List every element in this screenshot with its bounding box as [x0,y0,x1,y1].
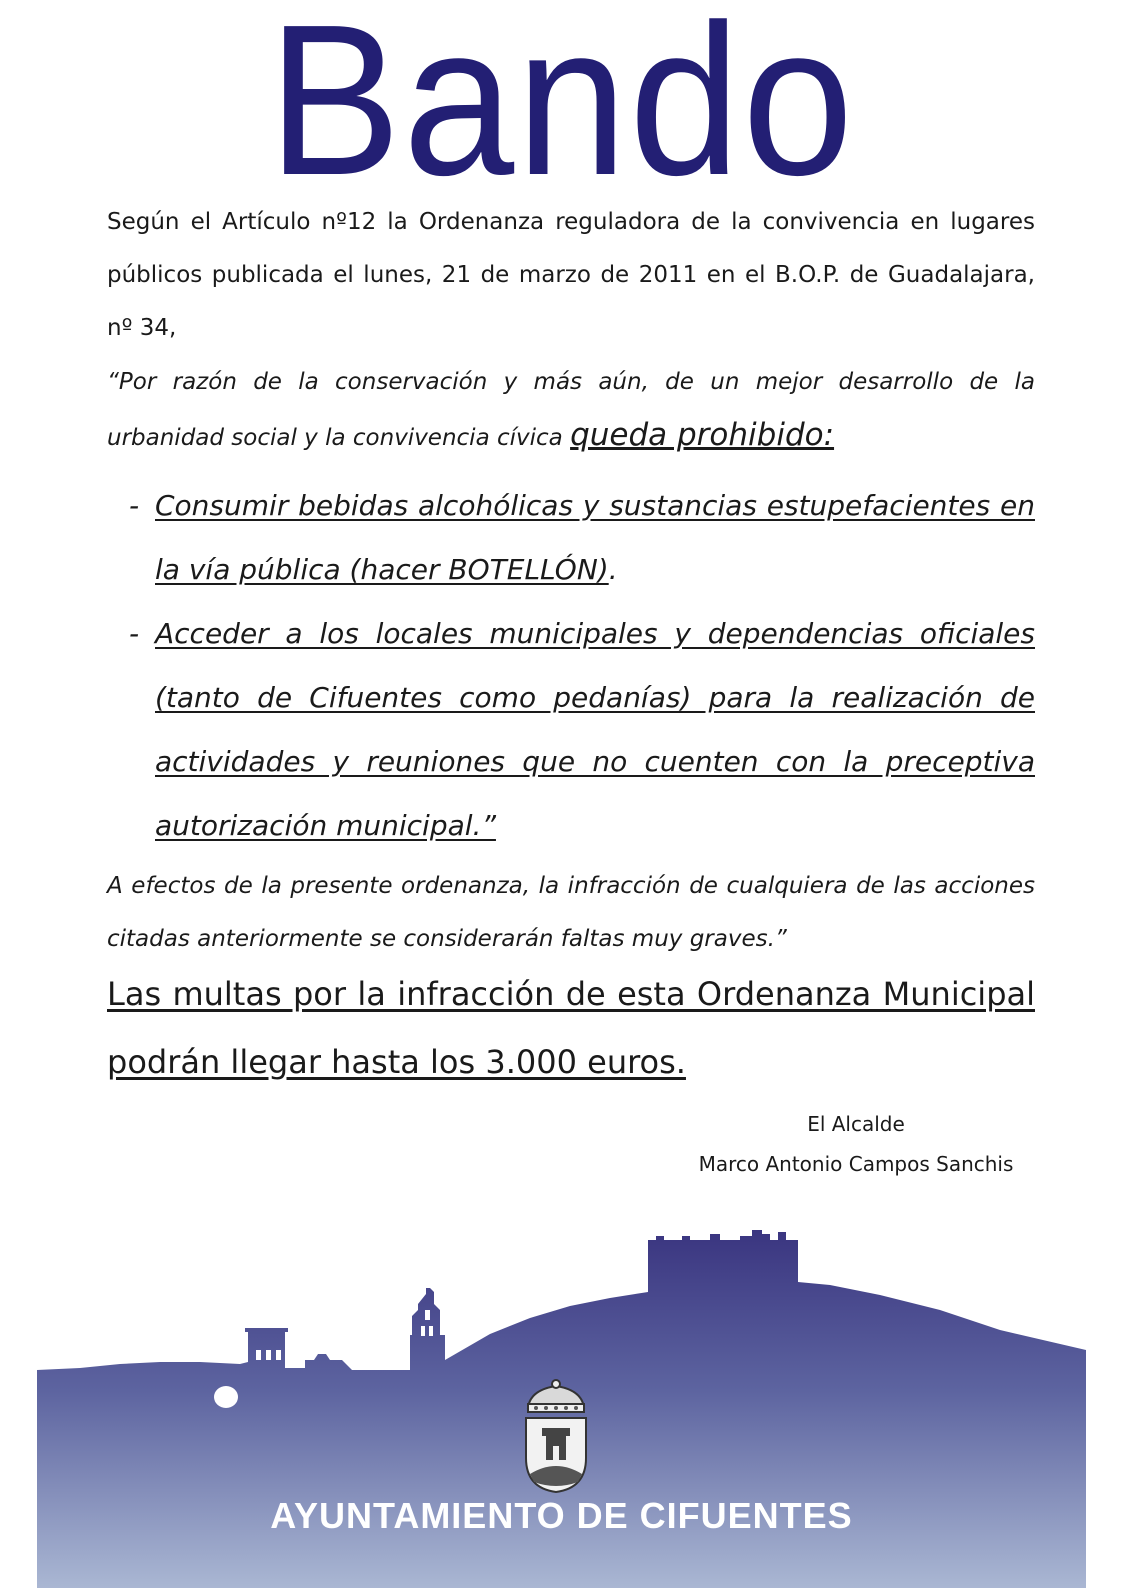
signature-role: El Alcalde [807,1112,905,1136]
list-item-text [155,474,1035,602]
quote-paragraph [107,356,1035,465]
organization-name: AYUNTAMIENTO DE CIFUENTES [270,1495,853,1536]
efectos-paragraph: A efectos de la presente ordenanza, la infracción de cualquiera de las acciones citadas anteriormente se considerarán faltas muy graves.” [107,873,1035,952]
quote-emphasis: queda prohibido: [570,417,835,453]
list-item [107,602,1035,858]
list-item-tail: . [608,553,618,586]
list-item-main: Acceder a los locales municipales y dependencias oficiales (tanto de Cifuentes como pedanías) para la realización de actividades y reuniones que no cuenten con la preceptiva autorización municipal.” [155,617,1035,842]
intro-paragraph: Según el Artículo nº12 la Ordenanza reguladora de la convivencia en lugares públicos publicada el lunes, 21 de marzo de 2011 en el B.O.P. de Guadalajara, nº 34, [107,209,1035,341]
prohibition-list [107,474,1035,858]
fine-notice: Las multas por la infracción de esta Ordenanza Municipal podrán llegar hasta los 3.000 euros. [107,975,1035,1081]
list-dash: - [129,489,140,522]
signature-name: Marco Antonio Campos Sanchis [698,1152,1014,1176]
list-item [107,474,1035,602]
coat-of-arms-icon [518,1378,594,1496]
page-title: Bando [267,0,856,220]
list-item-text [155,602,1035,858]
quote-lead: “Por razón de la conservación y más aún, de un mejor desarrollo de la urbanidad social y la convivencia cívica [107,369,1035,451]
list-dash: - [129,617,140,650]
list-item-main: Consumir bebidas alcohólicas y sustancias estupefacientes en la vía pública (hacer BOTELLÓN) [155,489,1035,586]
